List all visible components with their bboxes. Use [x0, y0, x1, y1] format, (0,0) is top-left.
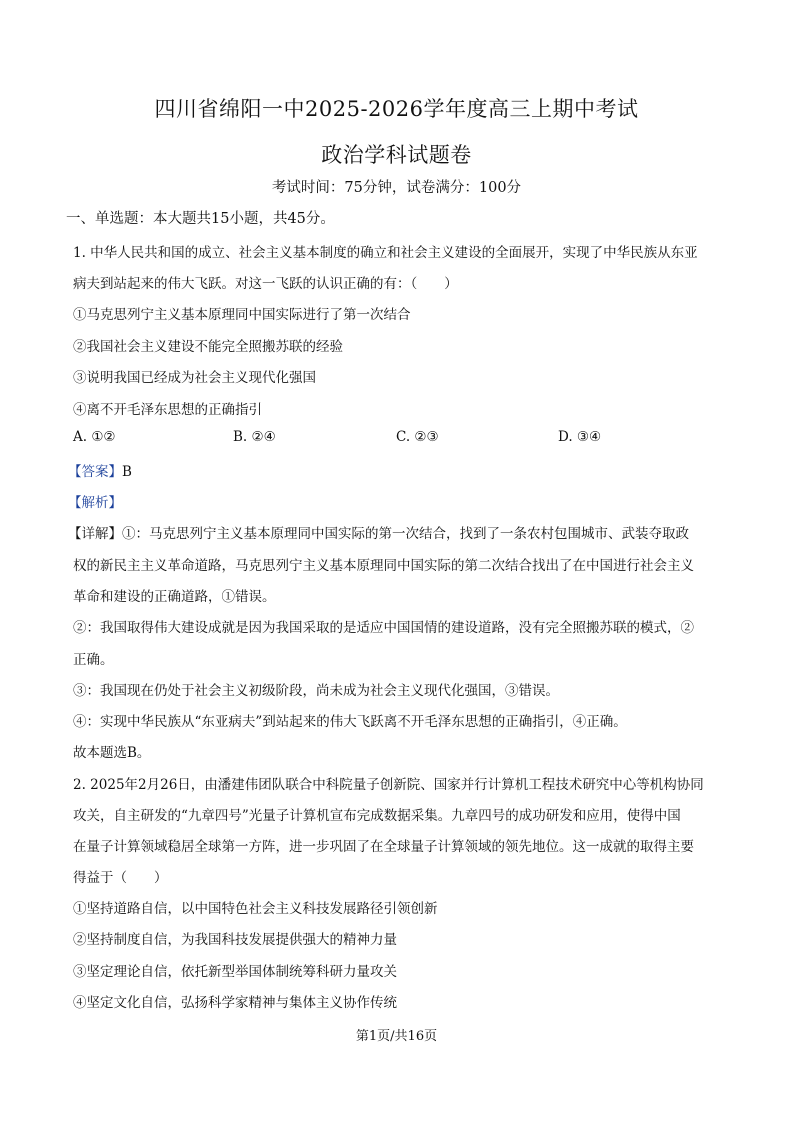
q1-detail-line: 革命和建设的正确道路，①错误。: [73, 589, 276, 605]
section-heading: 一、单选题：本大题共15小题，共45分。: [66, 211, 335, 227]
q1-item: ①马克思列宁主义基本原理同中国实际进行了第一次结合: [73, 307, 411, 323]
answer-label: 【答案】: [68, 464, 122, 480]
exam-info: 考试时间：75分钟，试卷满分：100分: [271, 180, 522, 196]
q1-detail-line: ④：实现中华民族从“东亚病夫”到站起来的伟大飞跃离不开毛泽东思想的正确指引，④正确。: [73, 714, 627, 730]
q1-stem-line: 病夫到站起来的伟大飞跃。对这一飞跃的认识正确的有：（ ）: [73, 276, 458, 292]
q2-item: ③坚定理论自信，依托新型举国体制统筹科研力量攻关: [73, 964, 397, 980]
q1-detail-line: 权的新民主主义革命道路，马克思列宁主义基本原理同中国实际的第二次结合找出了在中国进行社会主义: [73, 558, 694, 574]
page-footer: 第1页/共16页: [355, 1029, 438, 1044]
q2-item: ④坚定文化自信，弘扬科学家精神与集体主义协作传统: [73, 995, 397, 1011]
q1-item: ④离不开毛泽东思想的正确指引: [73, 402, 262, 418]
q1-option-b: B. ②④: [233, 429, 276, 445]
q1-detail-line: ③：我国现在仍处于社会主义初级阶段，尚未成为社会主义现代化强国，③错误。: [73, 683, 559, 699]
q2-item: ①坚持道路自信，以中国特色社会主义科技发展路径引领创新: [73, 901, 438, 917]
q1-item: ②我国社会主义建设不能完全照搬苏联的经验: [73, 339, 343, 355]
q1-option-c: C. ②③: [396, 429, 439, 445]
exam-subject-title: 政治学科试题卷: [321, 143, 472, 167]
q1-detail-line: ②：我国取得伟大建设成就是因为我国采取的是适应中国国情的建设道路，没有完全照搬苏联的模式，②: [73, 620, 694, 636]
q2-stem-line: 攻关，自主研发的“九章四号”光量子计算机宣布完成数据采集。九章四号的成功研发和应用，使得中国: [73, 808, 681, 824]
analysis-label: 【解析】: [68, 495, 122, 511]
q1-detail-line: 【详解】①：马克思列宁主义基本原理同中国实际的第一次结合，找到了一条农村包围城市、武装夺取政: [68, 526, 689, 542]
q1-stem-line: 1. 中华人民共和国的成立、社会主义基本制度的确立和社会主义建设的全面展开，实现了中华民族从东亚: [73, 245, 698, 261]
answer-value: B: [122, 464, 132, 480]
q1-option-d: D. ③④: [558, 429, 602, 445]
q2-stem-line: 2. 2025年2月26日，由潘建伟团队联合中科院量子创新院、国家并行计算机工程技术研究中心等机构协同: [73, 777, 704, 793]
q1-option-a: A. ①②: [73, 429, 116, 445]
q2-stem-line: 在量子计算领域稳居全球第一方阵，进一步巩固了在全球量子计算领域的领先地位。这一成就的取得主要: [73, 839, 694, 855]
q1-item: ③说明我国已经成为社会主义现代化强国: [73, 370, 316, 386]
q2-item: ②坚持制度自信，为我国科技发展提供强大的精神力量: [73, 932, 397, 948]
q1-detail-line: 正确。: [73, 652, 114, 668]
exam-title: 四川省绵阳一中2025-2026学年度高三上期中考试: [154, 97, 639, 121]
q1-answer: [68, 460, 132, 480]
q2-stem-line: 得益于（ ）: [73, 870, 168, 886]
q1-conclusion: 故本题选B。: [73, 745, 151, 761]
